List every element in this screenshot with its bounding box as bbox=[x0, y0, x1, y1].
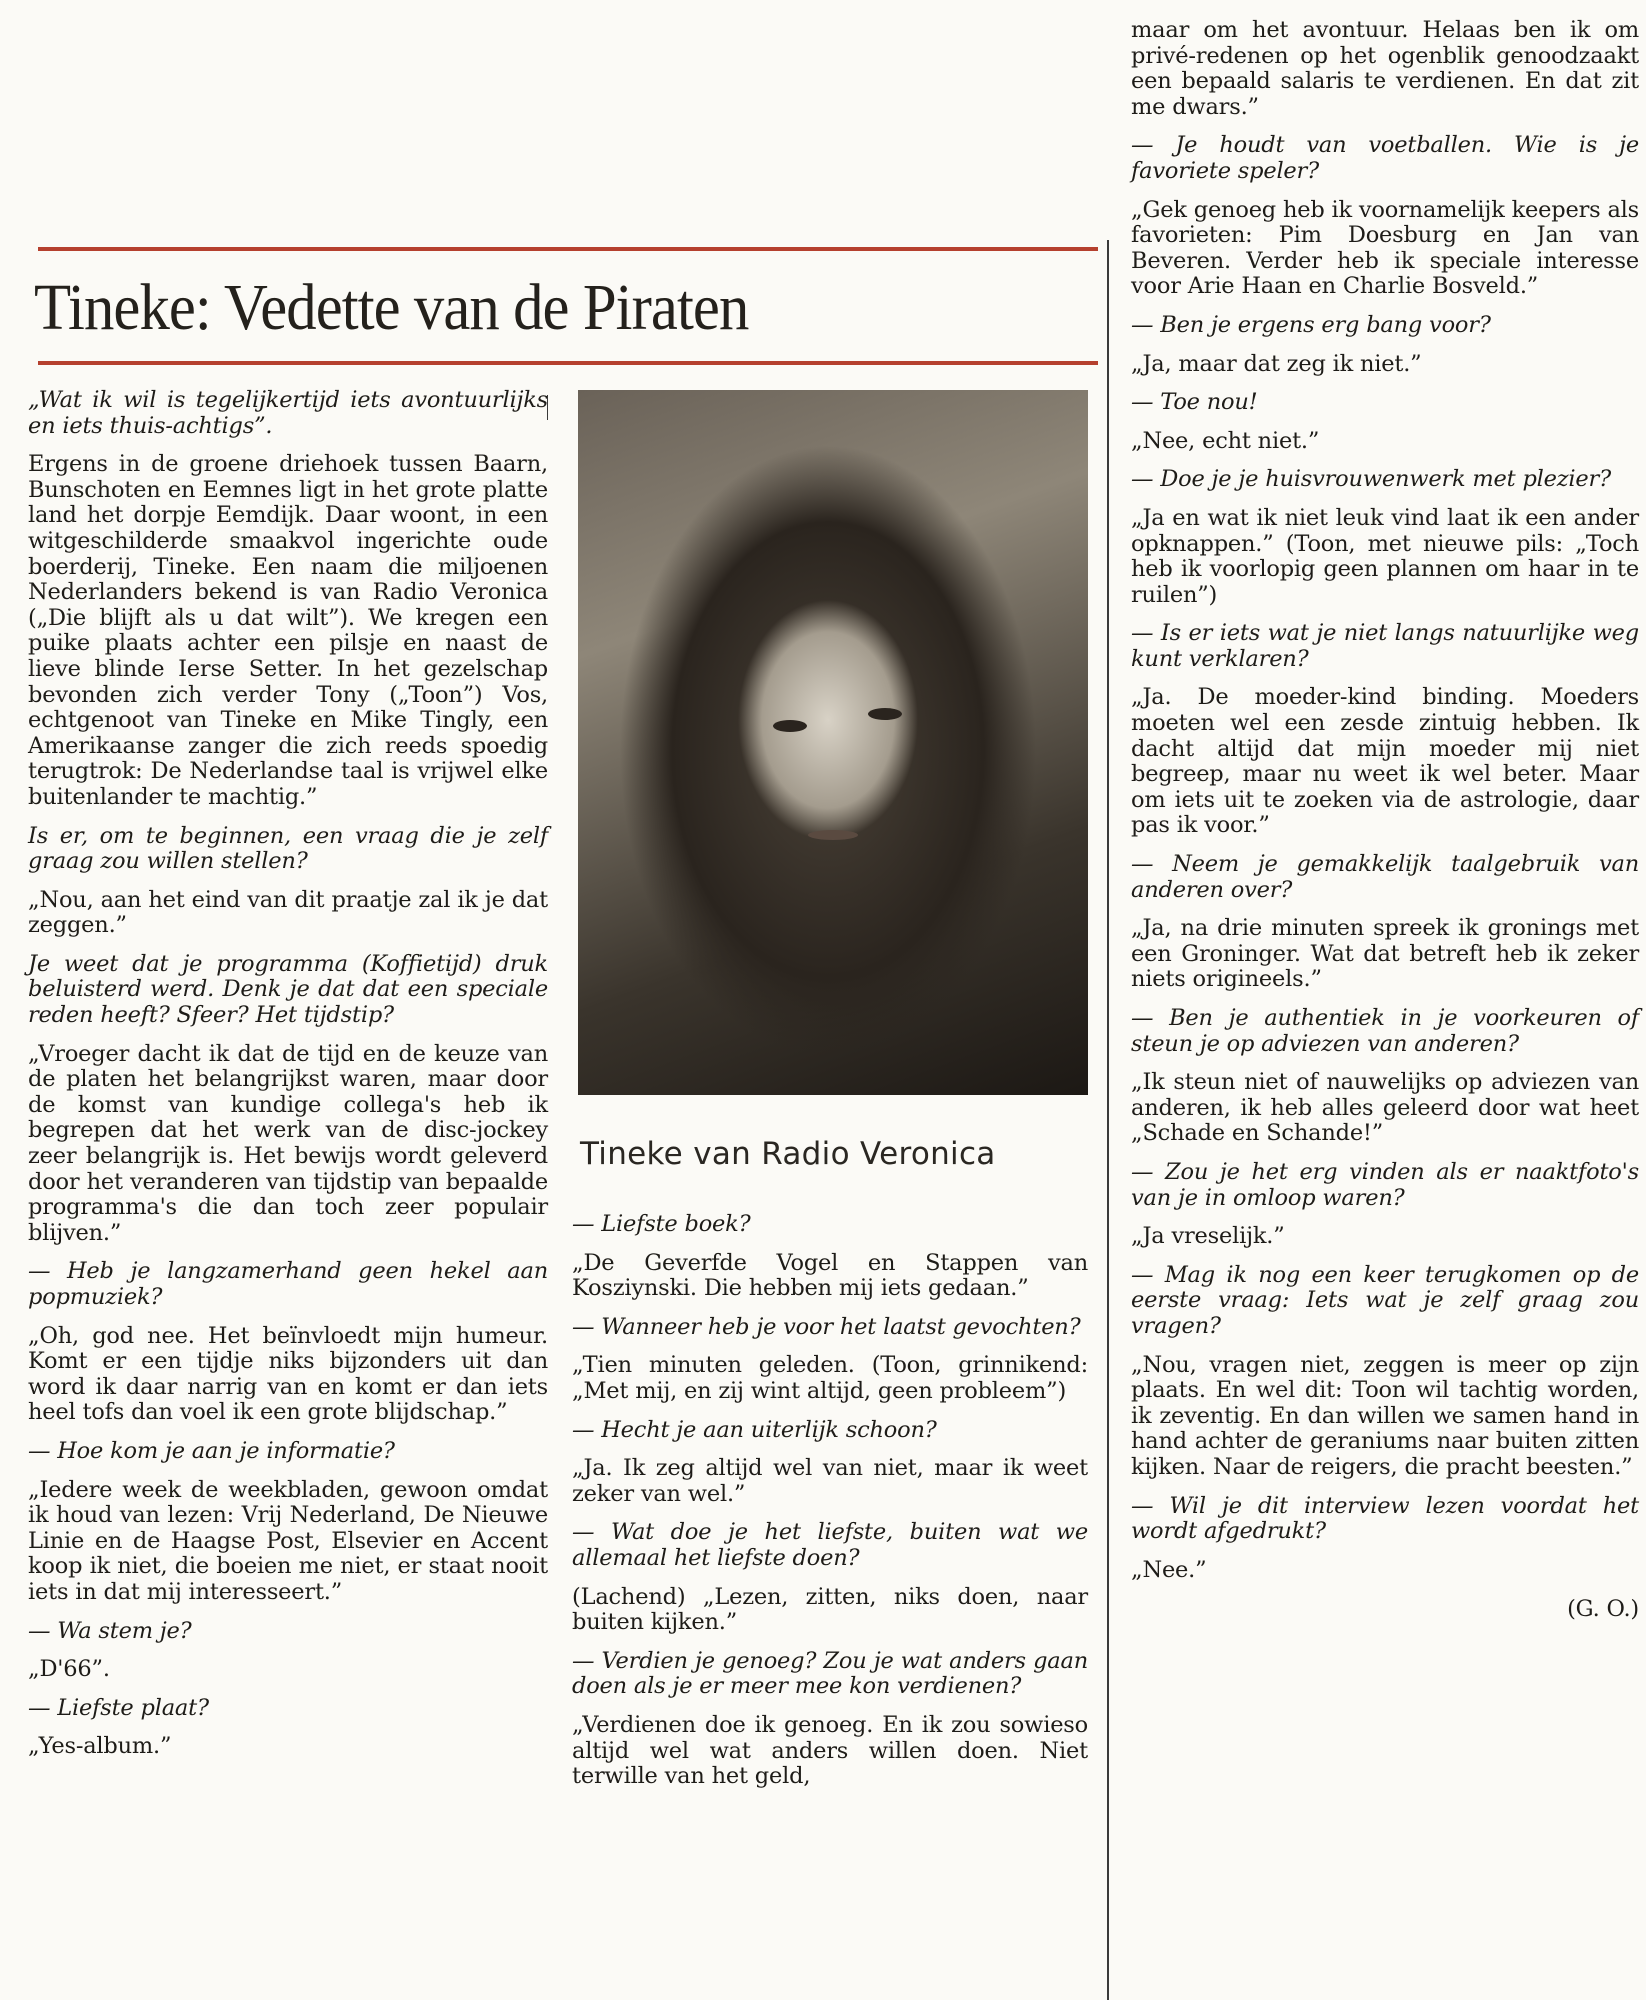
bottom-red-rule bbox=[38, 361, 1098, 365]
answer-paragraph: „Oh, god nee. Het beïnvloedt mijn humeur. Komt er een tijdje niks bijzonders uit dan word ik daar narrig van en komt er dan iets heel tofs dan voel ik een grote blijdschap.” bbox=[28, 1322, 548, 1426]
answer-paragraph: „D'66”. bbox=[28, 1656, 110, 1683]
question-paragraph: — Doe je je huisvrouwenwerk met plezier? bbox=[1131, 466, 1611, 493]
question-paragraph: „Wat ik wil is tegelijkertijd iets avontuurlijks en iets thuis-achtigs”. bbox=[28, 387, 548, 439]
answer-paragraph: „De Geverfde Vogel en Stappen van Kosziynski. Die hebben mij iets gedaan.” bbox=[572, 1249, 1088, 1302]
question-paragraph: — Je houdt van voetballen. Wie is je favoriete speler? bbox=[1131, 132, 1639, 184]
answer-paragraph: „Ja, na drie minuten spreek ik gronings met een Groninger. Wat dat betreft heb ik zeker niets origineels.” bbox=[1131, 915, 1639, 993]
column-2 bbox=[572, 1212, 1088, 1803]
answer-paragraph: „Ja. De moeder-kind binding. Moeders moeten wel een zesde zintuig hebben. Ik dacht altijd dat mijn moeder mij niet begreep, maar nu weet ik wel beter. Maar om iets uit te zoeken via de astrologie, daar pas ik voor.” bbox=[1131, 684, 1639, 839]
photo-eye bbox=[868, 708, 902, 720]
answer-paragraph: „Tien minuten geleden. (Toon, grinnikend: „Met mij, en zij wint altijd, geen probleem”) bbox=[572, 1352, 1088, 1404]
question-paragraph: — Liefste plaat? bbox=[28, 1694, 209, 1721]
answer-paragraph: (Lachend) „Lezen, zitten, niks doen, naar buiten kijken.” bbox=[572, 1583, 1088, 1636]
top-red-rule bbox=[38, 247, 1098, 251]
answer-paragraph: „Ja en wat ik niet leuk vind laat ik een ander opknappen.” (Toon, met nieuwe pils: „Toch heb ik voorlopig geen plannen om haar in te ruilen”) bbox=[1131, 504, 1639, 608]
question-paragraph: — Zou je het erg vinden als er naaktfoto's van je in omloop waren? bbox=[1131, 1158, 1639, 1211]
answer-paragraph: „Ja vreselijk.” bbox=[1131, 1223, 1285, 1250]
headline: Tineke: Vedette van de Piraten bbox=[34, 271, 749, 344]
question-paragraph: — Ben je authentiek in je voorkeuren of steun je op adviezen van anderen? bbox=[1131, 1005, 1639, 1057]
question-paragraph: — Wa stem je? bbox=[28, 1617, 192, 1644]
author-signature: (G. O.) bbox=[1567, 1596, 1639, 1623]
question-paragraph: Is er, om te beginnen, een vraag die je zelf graag zou willen stellen? bbox=[28, 822, 548, 875]
portrait-photo bbox=[578, 390, 1088, 1095]
question-paragraph: — Wil je dit interview lezen voordat het wordt afgedrukt? bbox=[1131, 1492, 1639, 1545]
answer-paragraph: maar om het avontuur. Helaas ben ik om privé-redenen op het ogenblik genoodzaakt een bepaald salaris te verdienen. En dat zit me dwars.” bbox=[1131, 17, 1639, 120]
answer-paragraph: „Nou, aan het eind van dit praatje zal ik je dat zeggen.” bbox=[28, 886, 548, 939]
column-3 bbox=[1131, 18, 1639, 1636]
photo-caption: Tineke van Radio Veronica bbox=[580, 1136, 996, 1172]
answer-paragraph: „Nee.” bbox=[1131, 1556, 1207, 1583]
photo-eye bbox=[773, 720, 807, 732]
answer-paragraph: „Verdienen doe ik genoeg. En ik zou sowieso altijd wel wat anders willen doen. Niet terwille van het geld, bbox=[572, 1711, 1088, 1790]
photo-mouth bbox=[808, 830, 858, 840]
answer-paragraph: „Ja. Ik zeg altijd wel van niet, maar ik weet zeker van wel.” bbox=[572, 1455, 1088, 1507]
question-paragraph: Je weet dat je programma (Koffietijd) druk beluisterd werd. Denk je dat dat een speciale reden heeft? Sfeer? Het tijdstip? bbox=[28, 950, 548, 1029]
question-paragraph: — Liefste boek? bbox=[572, 1211, 751, 1237]
question-paragraph: — Neem je gemakkelijk taalgebruik van anderen over? bbox=[1131, 851, 1639, 903]
answer-paragraph: „Ja, maar dat zeg ik niet.” bbox=[1131, 350, 1422, 377]
answer-paragraph: „Nou, vragen niet, zeggen is meer op zijn plaats. En wel dit: Toon wil tachtig worden, ik zeventig. En dan willen we samen hand in hand achter de geraniums naar buiten zitten kijken. Naar de reigers, die pracht beesten.” bbox=[1131, 1351, 1639, 1480]
answer-paragraph: „Gek genoeg heb ik voornamelijk keepers als favorieten: Pim Doesburg en Jan van Beveren. Verder heb ik speciale interesse voor Arie Haan en Charlie Bosveld.” bbox=[1131, 196, 1639, 300]
answer-paragraph: „Ik steun niet of nauwelijks op adviezen van anderen, ik heb alles geleerd door wat heet „Schade en Schande!” bbox=[1131, 1069, 1639, 1147]
question-paragraph: — Is er iets wat je niet langs natuurlijke weg kunt verklaren? bbox=[1131, 620, 1639, 672]
question-paragraph: — Wat doe je het liefste, buiten wat we allemaal het liefste doen? bbox=[572, 1519, 1088, 1571]
answer-paragraph: „Nee, echt niet.” bbox=[1131, 427, 1320, 454]
question-paragraph: — Verdien je genoeg? Zou je wat anders gaan doen als je er meer mee kon verdienen? bbox=[572, 1647, 1088, 1700]
answer-paragraph: „Vroeger dacht ik dat de tijd en de keuze van de platen het belangrijkst waren, maar door de komst van kundige collega's heb ik begrepen dat het werk van de disc-jockey zeer belangrijk is. Het bewijs wordt geleverd door het veranderen van tijdstip van bepaalde programma's die dan toch zeer populair blijven.” bbox=[28, 1040, 548, 1246]
answer-paragraph: „Yes-album.” bbox=[28, 1733, 172, 1760]
column-divider bbox=[1107, 240, 1109, 2000]
question-paragraph: — Heb je langzamerhand geen hekel aan popmuziek? bbox=[28, 1258, 548, 1310]
question-paragraph: — Ben je ergens erg bang voor? bbox=[1131, 311, 1491, 338]
question-paragraph: — Toe nou! bbox=[1131, 389, 1258, 416]
question-paragraph: — Wanneer heb je voor het laatst gevochten? bbox=[572, 1313, 1081, 1340]
answer-paragraph: Ergens in de groene driehoek tussen Baarn, Bunschoten en Eemnes ligt in het grote platte land het dorpje Eemdijk. Daar woont, in een witgeschilderde smaakvol ingerichte oude boerderij, Tineke. Een naam die miljoenen Nederlanders bekend is van Radio Veronica („Die blijft als u dat wilt”). We kregen een puike plaats achter een pilsje en naast de lieve blinde Ierse Setter. In het gezelschap bevonden zich verder Tony („Toon”) Vos, echtgenoot van Tineke en Mike Tingly, een Amerikaanse zanger die zich reeds spoedig terugtrok: De Nederlandse taal is vrijwel elke buitenlander te machtig.” bbox=[28, 451, 548, 810]
column-1 bbox=[28, 388, 548, 1773]
question-paragraph: — Hoe kom je aan je informatie? bbox=[28, 1437, 395, 1464]
question-paragraph: — Hecht je aan uiterlijk schoon? bbox=[572, 1416, 937, 1443]
answer-paragraph: „Iedere week de weekbladen, gewoon omdat ik houd van lezen: Vrij Nederland, De Nieuwe Linie en de Haagse Post, Elsevier en Accent koop ik niet, die boeien me niet, er staat nooit iets in dat mij interesseert.” bbox=[28, 1476, 548, 1605]
question-paragraph: — Mag ik nog een keer terugkomen op de eerste vraag: Iets wat je zelf graag zou vragen? bbox=[1131, 1261, 1639, 1339]
